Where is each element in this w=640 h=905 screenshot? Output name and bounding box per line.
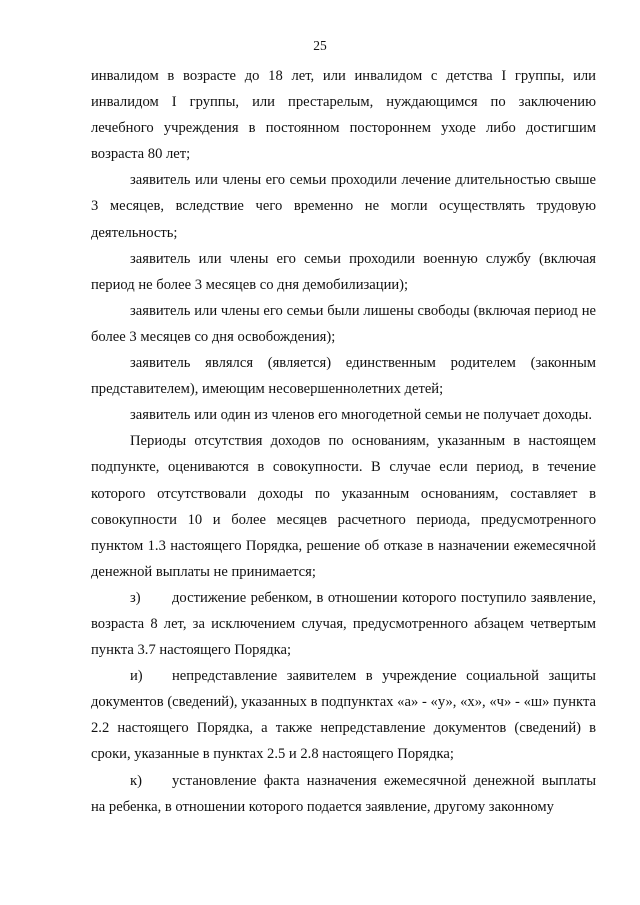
paragraph-continuation <box>91 63 596 167</box>
list-item-label: и) <box>130 668 143 685</box>
paragraph-text: заявитель являлся (является) единственным родителем (законным представителем), имеющим несовершеннолетних детей; <box>91 355 596 398</box>
list-item-text: непредставление заявителем в учреждение социальной защиты документов (сведений), указанных в подпунктах «а» - «у», «х», «ч» - «ш» пункта 2.2 настоящего Порядка, а также непредставление документов (сведений) в сроки, указанные в пунктах 2.5 и 2.8 настоящего Порядка; <box>91 668 596 763</box>
paragraph <box>91 246 596 298</box>
list-item-label: з) <box>130 589 141 606</box>
paragraph-text: заявитель или члены его семьи были лишены свободы (включая период не более 3 месяцев со дня освобождения); <box>91 302 596 345</box>
paragraph <box>91 298 596 350</box>
paragraph-text: заявитель или один из членов его многодетной семьи не получает доходы. <box>130 407 593 424</box>
paragraph <box>91 167 596 245</box>
paragraph-text: заявитель или члены его семьи проходили военную службу (включая период не более 3 месяцев со дня демобилизации); <box>91 250 596 293</box>
list-item-text: достижение ребенком, в отношении которого поступило заявление, возраста 8 лет, за исключением случая, предусмотренного абзацем четвертым пункта 3.7 настоящего Порядка; <box>91 589 596 659</box>
list-item-text: установление факта назначения ежемесячной денежной выплаты на ребенка, в отношении которого подается заявление, другому законному <box>91 772 596 815</box>
paragraph <box>91 350 596 402</box>
list-item-i <box>91 663 596 767</box>
paragraph-text: инвалидом в возрасте до 18 лет, или инвалидом с детства I группы, или инвалидом I группы, или престарелым, нуждающимся по заключению лечебного учреждения в постоянном постороннем уходе либо достигшим возраста 80 лет; <box>91 68 596 163</box>
paragraph <box>91 428 596 585</box>
paragraph-text: заявитель или члены его семьи проходили лечение длительностью свыше 3 месяцев, вследствие чего временно не могли осуществлять трудовую деятельность; <box>91 172 596 241</box>
page-number: 25 <box>313 38 327 53</box>
paragraph <box>91 402 596 428</box>
paragraph-text: Периоды отсутствия доходов по основаниям, указанным в настоящем подпункте, оцениваются в совокупности. В случае если период, в течение которого отсутствовали доходы по указанным основаниям, составляет в совокупности 10 и более месяцев расчетного периода, предусмотренного пунктом 1.3 настоящего Порядка, решение об отказе в назначении ежемесячной денежной выплаты не принимается; <box>91 433 596 580</box>
list-item-label: к) <box>130 772 142 789</box>
list-item-k <box>91 768 596 820</box>
body-text <box>91 63 596 820</box>
list-item-z <box>91 585 596 663</box>
